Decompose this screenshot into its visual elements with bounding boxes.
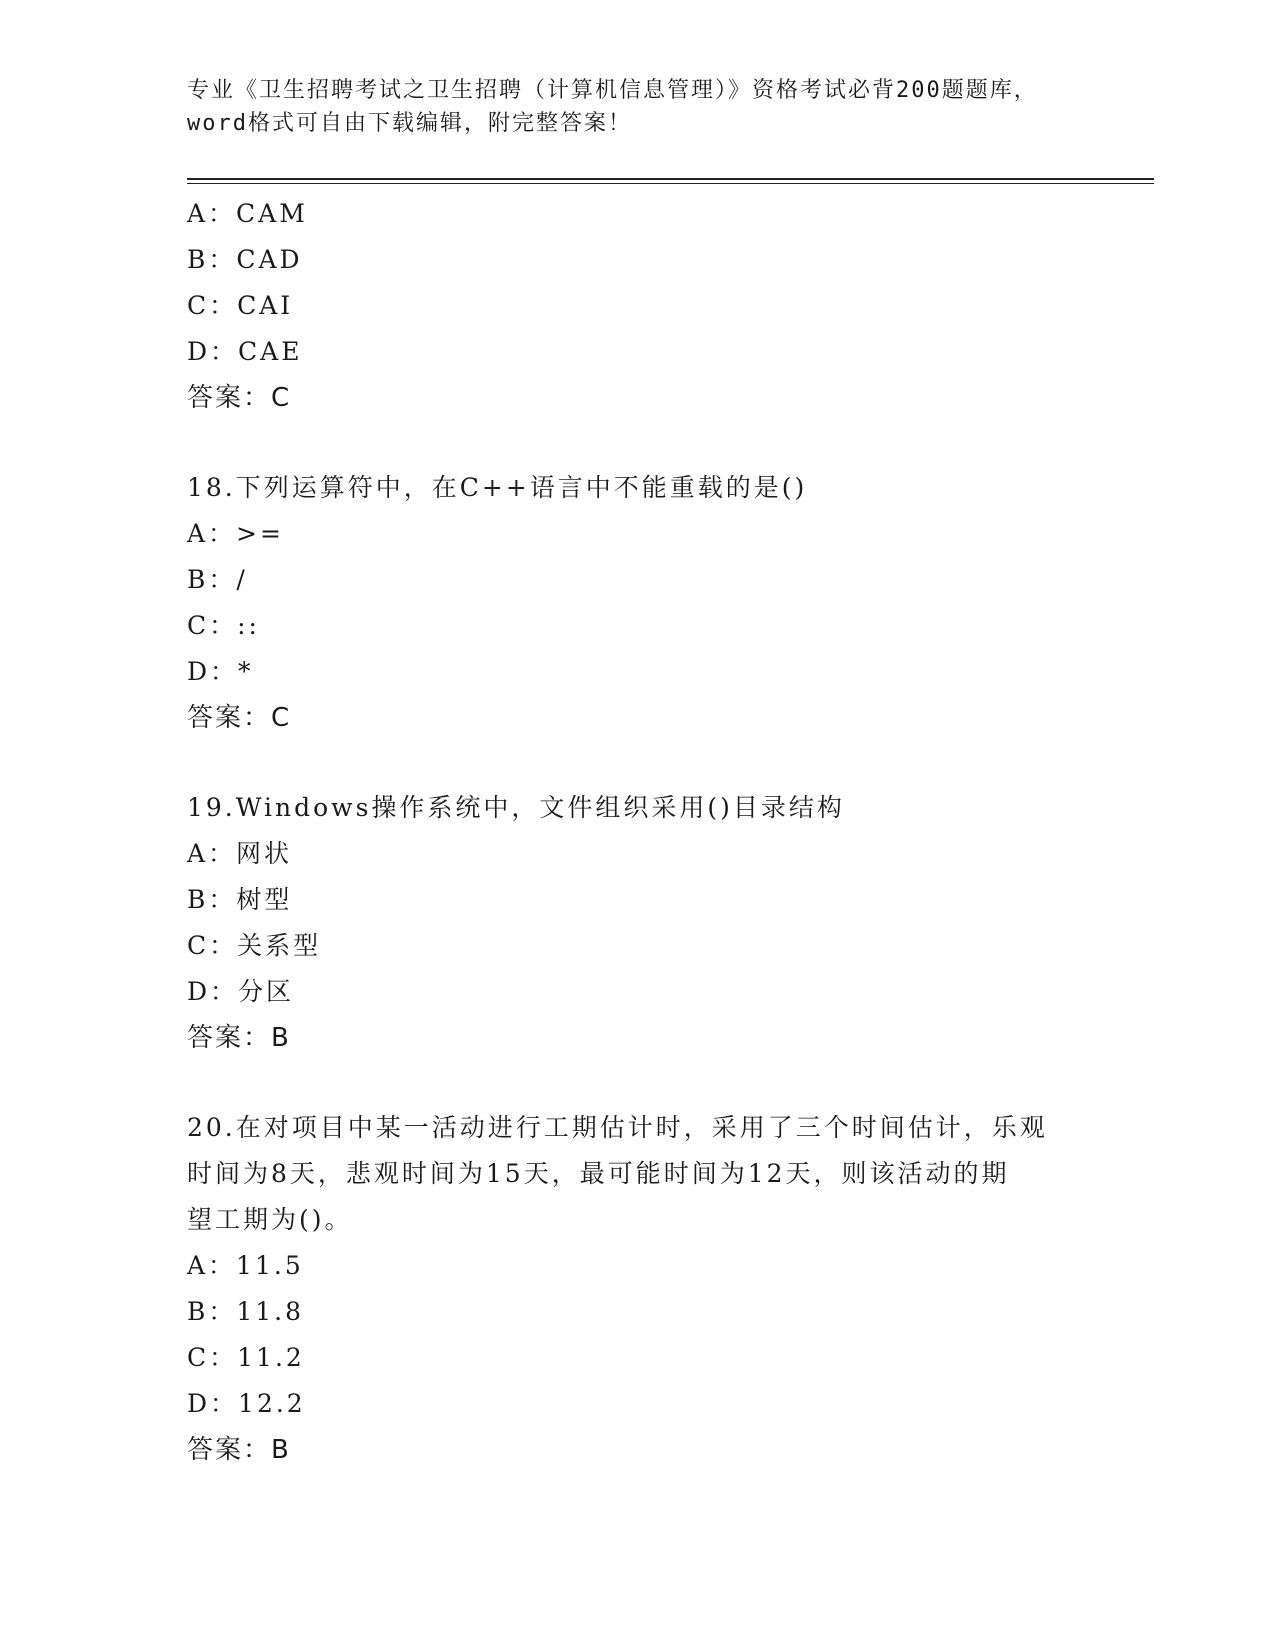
option-b: B：树型 [187,885,293,914]
answer: 答案：C [187,703,292,733]
option-a: A：11.5 [187,1251,304,1280]
question-stem: 18.下列运算符中，在C++语言中不能重载的是() [187,473,808,502]
question-stem-line-3: 望工期为()。 [187,1205,353,1234]
answer: 答案：B [187,1023,291,1053]
option-d: D：* [187,657,254,686]
option-a: A：>= [187,519,284,548]
answer: 答案：C [187,383,292,413]
spacer [187,421,1087,465]
option-c: C：11.2 [187,1343,305,1372]
option-b: B：11.8 [187,1297,305,1326]
question-17 [187,191,1087,421]
answer: 答案：B [187,1435,291,1465]
option-c: C：CAI [187,291,294,320]
header-divider-thin [187,183,1154,184]
spacer [187,1061,1087,1105]
question-list [187,191,1087,1473]
option-c: C：关系型 [187,931,322,960]
question-stem-line-2: 时间为8天，悲观时间为15天，最可能时间为12天，则该活动的期 [187,1159,1010,1188]
option-c: C：:: [187,611,260,640]
option-d: D：CAE [187,337,303,366]
option-a: A：网状 [187,839,293,868]
document-header [187,74,1087,140]
header-line-1: 专业《卫生招聘考试之卫生招聘（计算机信息管理）》资格考试必背200题题库， [187,78,1038,103]
question-20 [187,1105,1087,1473]
question-stem: 19.Windows操作系统中，文件组织采用()目录结构 [187,793,845,822]
question-stem-line-1: 20.在对项目中某一活动进行工期估计时，采用了三个时间估计，乐观 [187,1113,1048,1142]
option-b: B：CAD [187,245,303,274]
header-line-2: word格式可自由下载编辑，附完整答案！ [187,111,632,136]
header-divider-thick [187,178,1154,180]
spacer [187,741,1087,785]
question-19 [187,785,1087,1061]
option-d: D：分区 [187,977,295,1006]
option-a: A：CAM [187,199,308,228]
option-d: D：12.2 [187,1389,306,1418]
option-b: B：/ [187,565,248,594]
question-18 [187,465,1087,741]
